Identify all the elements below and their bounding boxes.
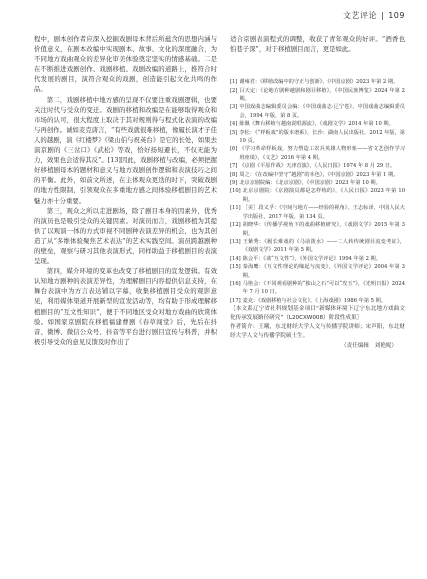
reference-text: 陈佩《舞台移植与越南说唱源流》，《戏剧文学》2014 年第 10 期。: [239, 121, 394, 128]
reference-text: 《京剧《平原作战》天津首演》，《人民日报》1974 年 8 月 29 日。: [239, 163, 396, 170]
reference-text: 陈会平：《谈“互文性”》，《外国文学评论》1994 年第 2 期。: [242, 255, 381, 262]
funding-note: ［本文系辽宁省社科规划基金项目“新媒体环境下辽宁东北地方戏曲文化传承发展路径研究”（L20CXW008）阶段性成果］: [230, 306, 405, 322]
editor-credit: （责任编辑 刘艳妮）: [341, 343, 397, 350]
reference-number: [9]: [230, 180, 238, 187]
reference-text: 北京京剧院：《京剧演员都是怎样练的》，《人民日报》2023 年第 10 期。: [242, 188, 405, 203]
reference-text: 周之：《在改编中坚守“越剧”的本色》，《中国京剧》2023 年第 1 期。: [239, 171, 399, 178]
running-header: [343, 10, 405, 21]
reference-text: ［美］段义孚：《空间与地方——经验的视角》，王志标译，中国人民大学出版社，2017 年版，第 134 页。: [242, 205, 405, 220]
body-paragraph: 第三，观众之所以走进剧场，除了剧目本身的因素外，优秀的演员也是吸引受众的关键因素。对演员而言，戏剧移植为其提供了以观演一体的方式审视不同剧种表演差异的机会，也为其创造了从“多维体验聚焦艺术表达”的艺术实践空间。演员跨越剧种的壁垒，观察与研习其他表演形式，同样助益于移植剧目的表演呈现。: [34, 206, 217, 266]
reference-number: [15]: [230, 264, 241, 271]
body-paragraph: 第四，媒介环境的变革也改变了移植剧目的宣发逻辑。有效认知地方剧种的表演差异性，为理解剧目内容提供信息支持，在舞台表演中为方言表达铺以字幕，收集移植剧目受众的观影意见，利用媒体渠道开展新型的宣发活动等，均有助于形成理解移植剧目的“互文性知识”，便于不同地区受众对地方戏曲的欣赏体验。如国家京剧院在移植福建曹剧《春草闯堂》后，先后在抖音、微博、微信公众号、抖音等平台进行剧目宣传与科普，并积极引导受众的意见反馈及时作出了: [34, 267, 217, 346]
reference-item: [230, 103, 405, 120]
reference-item: [230, 120, 405, 128]
reference-item: [230, 179, 405, 187]
reference-text: 秦海鹰：《互文性理论的缘起与流变》，《外国文学评论》2004 年第 3 期。: [242, 264, 405, 279]
body-paragraph: 程中，剧本创作者应深入挖掘戏剧母本背后所蕴含的思想内涵与价值意义，在剧本改编中实现剧本、故事、文化的深度融合，为不同地方戏曲观众的差异化审美体验奠定坚实的情感基础。二是在不断推进戏剧创作、戏剧移植、戏剧改编的道路上，推符合时代发展的剧目，演符合观众的戏剧，创造能引起文化共鸣的作品。: [34, 35, 217, 94]
reference-text: 中国戏曲志编辑委员会编：《中国戏曲志·辽宁卷》，中国戏曲志编辑委员会，1994 年版，第 8 页。: [239, 104, 405, 119]
reference-number: [4]: [230, 121, 238, 128]
reference-item: [230, 87, 405, 104]
header-separator: |: [381, 11, 385, 20]
reference-number: [3]: [230, 104, 238, 111]
reference-number: [13]: [230, 238, 241, 245]
reference-number: [17]: [230, 297, 241, 304]
page-number: 109: [388, 11, 405, 20]
reference-number: [6]: [230, 146, 238, 153]
reference-number: [7]: [230, 163, 238, 170]
reference-text: 胡晓华：《传播学视角下的戏曲移植研究》，《戏剧文学》2015 年第 3 期。: [242, 222, 405, 237]
reference-number: [16]: [230, 280, 241, 287]
author-bio: 作者简介：王曦，东北财经大学人文与传播学院讲师；宋声阳，东北财经大学人文与传播学院硕士生。: [230, 324, 405, 340]
reference-text: 李松：《“样板戏”的版本谱系》，长沙：湖南人民出版社，2012 年版，第 19 页。: [239, 129, 405, 145]
reference-item: [230, 204, 405, 221]
reference-text: 吕天定：《论地方剧种越剧和剧目移植》，《中国民族博览》2024 年第 2 期。: [239, 87, 405, 102]
reference-item: [230, 129, 405, 146]
reference-number: [12]: [230, 222, 241, 229]
reference-number: [11]: [230, 205, 241, 212]
reference-text: 马艳会：《不同观看剧种的“独山之石”可以“攻玉”》，《光明日报》2024 年 7 月 10 日。: [242, 280, 405, 296]
reference-text: 《学习革命样板戏，努力塑造工农兵英雄人物形象——省文艺创作学习班座谈》，《文艺》2016 年第 4 期。: [239, 146, 405, 161]
section-title: 文艺评论: [343, 11, 378, 20]
reference-number: [14]: [230, 255, 241, 262]
reference-item: [230, 280, 405, 297]
reference-text: 谢雍君：《移植改编中的守正与创新》，《中国京剧》2023 年第 2 期。: [239, 79, 399, 86]
reference-item: [230, 255, 405, 263]
reference-number: [1]: [230, 79, 238, 86]
reference-item: [230, 171, 405, 179]
reference-text: 麦克：《戏剧移植与社会文化》，《上海戏剧》1986 年第 5 期。: [242, 297, 386, 304]
body-paragraph: 第二，戏剧移植中地方感的呈现不仅要注重戏剧逻辑，也要关注时代与受众的变迁。戏剧的移植和改编是在能够取得观众和市场的认可，很大程度上取决于其对规则得与程式化表演的改编与再创作。诚如麦克唐言，“有些戏就很难移植，像履长演才子佳人的越剧，演《红楼梦》《梁山伯与祝英台》是它的长处，如果去演京剧的《三岔口》《武松》等戏，恰好扬短避长，不仅无能为力，效果也会适得其反”。[13]因此，戏剧移植与改编，必须把握好移植剧母本的题材和意义与地方戏剧创作逻辑和表演技巧之间的平衡。此外，如前文所述，在主体观众更迭的时下，突破戏剧的地方性限制，引领观众在多重地方感之间体验移植剧目的艺术魅力亦十分重要。: [34, 95, 217, 205]
reference-item: [230, 221, 405, 238]
body-paragraph-continued: 适合京剧表演程式的调整，收获了青年观众的好评。“酒香也怕巷子深”，对于移植剧目而言，更是如此。: [230, 35, 405, 54]
reference-text: 北京京剧院编：《北京京剧》，《中国京剧》2023 年第 10 期。: [239, 180, 381, 187]
reference-text: 王紫秀：《履长难戏的《马前泼水》——二人转传统剧目流变考证》，《戏剧文学》2011 年第 5 期。: [242, 238, 405, 254]
reference-number: [10]: [230, 188, 241, 195]
reference-item: [230, 297, 405, 305]
right-column: [230, 34, 405, 351]
references-list: [230, 78, 405, 305]
left-column: [34, 34, 217, 347]
reference-item: [230, 145, 405, 162]
reference-number: [8]: [230, 171, 238, 178]
reference-number: [2]: [230, 87, 238, 94]
reference-item: [230, 78, 405, 86]
reference-item: [230, 238, 405, 255]
reference-number: [5]: [230, 129, 238, 136]
reference-item: [230, 162, 405, 170]
reference-item: [230, 263, 405, 280]
reference-item: [230, 187, 405, 204]
